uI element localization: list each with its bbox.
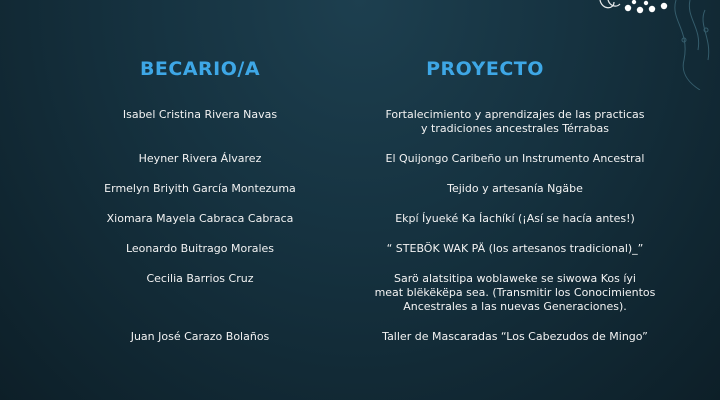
becario-name: Cecilia Barrios Cruz <box>146 272 254 285</box>
table-row <box>0 182 720 196</box>
table-row <box>0 330 720 344</box>
becario-name: Juan José Carazo Bolaños <box>130 330 270 343</box>
project-title <box>370 212 660 226</box>
project-title <box>370 242 660 256</box>
project-line: Ekpí Íyueké Ka Íachíkí (¡Así se hacía antes!) <box>395 212 635 225</box>
project-line: Ancestrales a las nuevas Generaciones). <box>403 300 627 313</box>
project-line: Fortalecimiento y aprendizajes de las practicas <box>385 108 645 121</box>
project-title <box>370 272 660 314</box>
project-line: El Quijongo Caribeño un Instrumento Ancestral <box>385 152 645 165</box>
project-line: Taller de Mascaradas “Los Cabezudos de Mingo” <box>382 330 648 343</box>
project-line: Tejido y artesanía Ngäbe <box>447 182 583 195</box>
becario-name: Isabel Cristina Rivera Navas <box>122 108 278 121</box>
project-line: meat blëkëkëpa sea. (Transmitir los Conocimientos <box>374 286 656 299</box>
becario-header: BECARIO/A <box>139 58 261 80</box>
becario-name: Leonardo Buitrago Morales <box>125 242 275 255</box>
table-row <box>0 152 720 166</box>
project-line: y tradiciones ancestrales Térrabas <box>421 122 609 135</box>
project-title <box>370 182 660 196</box>
project-title <box>370 330 660 344</box>
table-row <box>0 242 720 256</box>
project-title <box>370 108 660 136</box>
table-row <box>0 108 720 136</box>
becario-name: Heyner Rivera Álvarez <box>138 152 262 165</box>
table-row <box>0 212 720 226</box>
project-line: Sarö alatsitipa woblaweke se siwowa Kos íyi <box>394 272 636 285</box>
becario-name: Ermelyn Briyith García Montezuma <box>104 182 296 195</box>
project-line: “ STEBÖK WAK PÄ (los artesanos tradicional)_” <box>386 242 644 255</box>
proyecto-header: PROYECTO <box>426 58 544 80</box>
becario-name: Xiomara Mayela Cabraca Cabraca <box>106 212 294 225</box>
scholarship-table <box>0 108 720 360</box>
table-row <box>0 272 720 314</box>
project-title <box>370 152 660 166</box>
